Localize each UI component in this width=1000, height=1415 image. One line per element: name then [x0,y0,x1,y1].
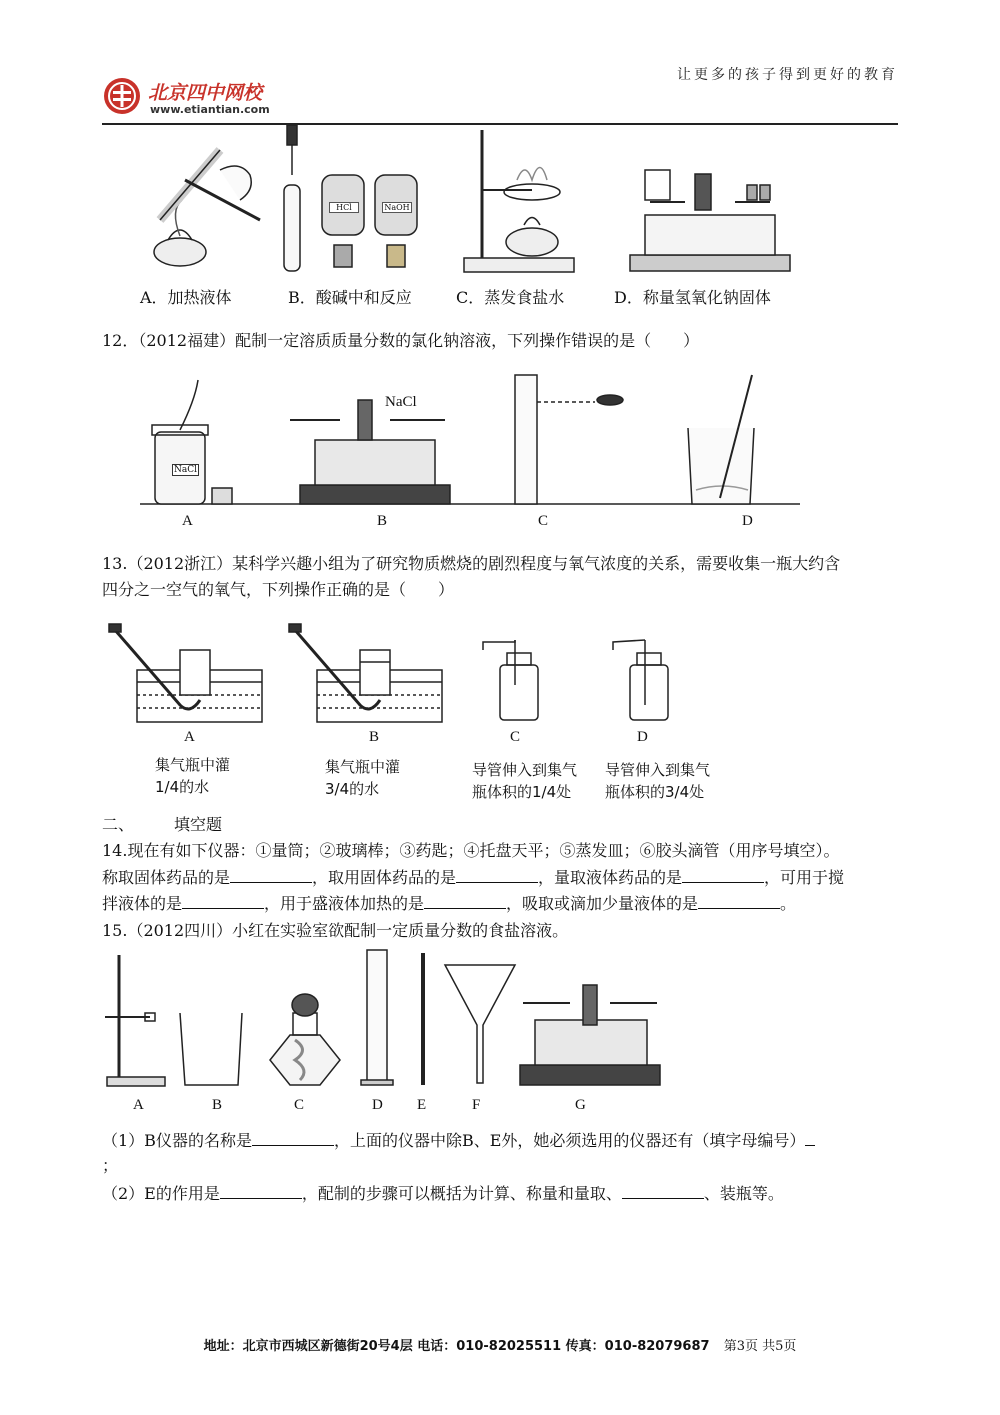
q13-letter-d: D [637,729,648,745]
q15-blank-4[interactable] [622,1180,704,1199]
logo-icon [102,76,142,116]
jar-label: NaCl [174,465,198,475]
q15-letter-d: D [372,1097,383,1113]
q13-note-d: 导管伸入到集气 瓶体积的3/4处 [605,761,711,801]
q13-line2: 四分之一空气的氧气，下列操作正确的是（ ） [102,580,455,599]
q15-letter-g: G [575,1097,586,1113]
q15-blank-1[interactable] [252,1127,334,1146]
q11-figure-c [462,130,582,279]
bottle-label-naoh: NaOH [382,202,412,213]
footer-page: 第3页 共5页 [723,1339,797,1354]
q13-figures [105,620,665,725]
slogan: 让更多的孩子得到更好的教育 [677,67,898,83]
q13-letter-c: C [510,729,521,745]
bottle-label-hcl: HCl [329,202,359,213]
q15-blank-2[interactable] [805,1127,815,1146]
q15-letter-c: C [294,1097,305,1113]
footer [0,1335,1000,1354]
q15-part1: （1）B仪器的名称是 ，上面的仪器中除B、E外，她必须选用的仪器还有（填字母编号） [102,1127,815,1154]
q12-letter-a: A [182,513,193,529]
q11-figure-a [140,140,270,279]
q13-note-a: 集气瓶中灌 1/4的水 [155,756,231,796]
q14-blank-6[interactable] [698,890,780,909]
q14-line1: 14.现在有如下仪器：①量筒；②玻璃棒；③药匙；④托盘天平；⑤蒸发皿；⑥胶头滴管（用序号填空）。 [102,841,840,860]
q15-text: 15.（2012四川）小红在实验室欲配制一定质量分数的食盐溶液。 [102,921,569,940]
nacl-label: NaCl [385,394,417,410]
q12-letter-d: D [742,513,753,529]
q14-line2: 称取固体药品的是 ，取用固体药品的是 ，量取液体药品的是 ，可用于搅 [102,864,844,891]
section-heading: 二、 填空题 [102,815,223,834]
q15-letter-e: E [417,1097,427,1113]
logo-text: 北京四中网校 [148,82,263,104]
q12-letter-c: C [538,513,549,529]
q14-blank-1[interactable] [230,864,312,883]
q12-text: 12．（2012福建）配制一定溶质质量分数的氯化钠溶液，下列操作错误的是（ ） [102,331,700,350]
q14-blank-3[interactable] [682,864,764,883]
q11-figure-b [282,125,422,279]
q11-option-a: A．加热液体 [140,288,232,307]
q15-letter-f: F [472,1097,481,1113]
q11-figure-d [625,160,795,279]
q15-blank-3[interactable] [220,1180,302,1199]
q15-figures [105,945,665,1090]
q15-part2: （2）E的作用是 ，配制的步骤可以概括为计算、称量和量取、 、装瓶等。 [102,1180,784,1207]
q11-option-b: B．酸碱中和反应 [288,288,412,307]
q15-letter-a: A [133,1097,144,1113]
header [102,67,898,126]
q11-option-d: D．称量氢氧化钠固体 [614,288,771,307]
q13-note-b: 集气瓶中灌 3/4的水 [325,758,401,798]
q12-figures [140,370,800,510]
q14-blank-4[interactable] [182,890,264,909]
q15-letter-b: B [212,1097,223,1113]
q15-part1-end: ； [102,1156,119,1175]
q13-letter-b: B [369,729,380,745]
q13-letter-a: A [184,729,195,745]
q14-blank-5[interactable] [424,890,506,909]
footer-address: 地址：北京市西城区新德街20号4层 电话：010-82025511 传真：010-82079687 [203,1339,710,1354]
q14-line3: 拌液体的是 ，用于盛液体加热的是 ，吸取或滴加少量液体的是 。 [102,890,796,917]
q13-line1: 13.（2012浙江）某科学兴趣小组为了研究物质燃烧的剧烈程度与氧气浓度的关系，需要收集一瓶大约含 [102,554,841,573]
logo-url: www.etiantian.com [150,103,270,116]
q13-note-c: 导管伸入到集气 瓶体积的1/4处 [472,761,578,801]
q14-blank-2[interactable] [456,864,538,883]
q11-option-c: C．蒸发食盐水 [456,288,565,307]
q12-letter-b: B [377,513,388,529]
header-rule [102,123,898,125]
